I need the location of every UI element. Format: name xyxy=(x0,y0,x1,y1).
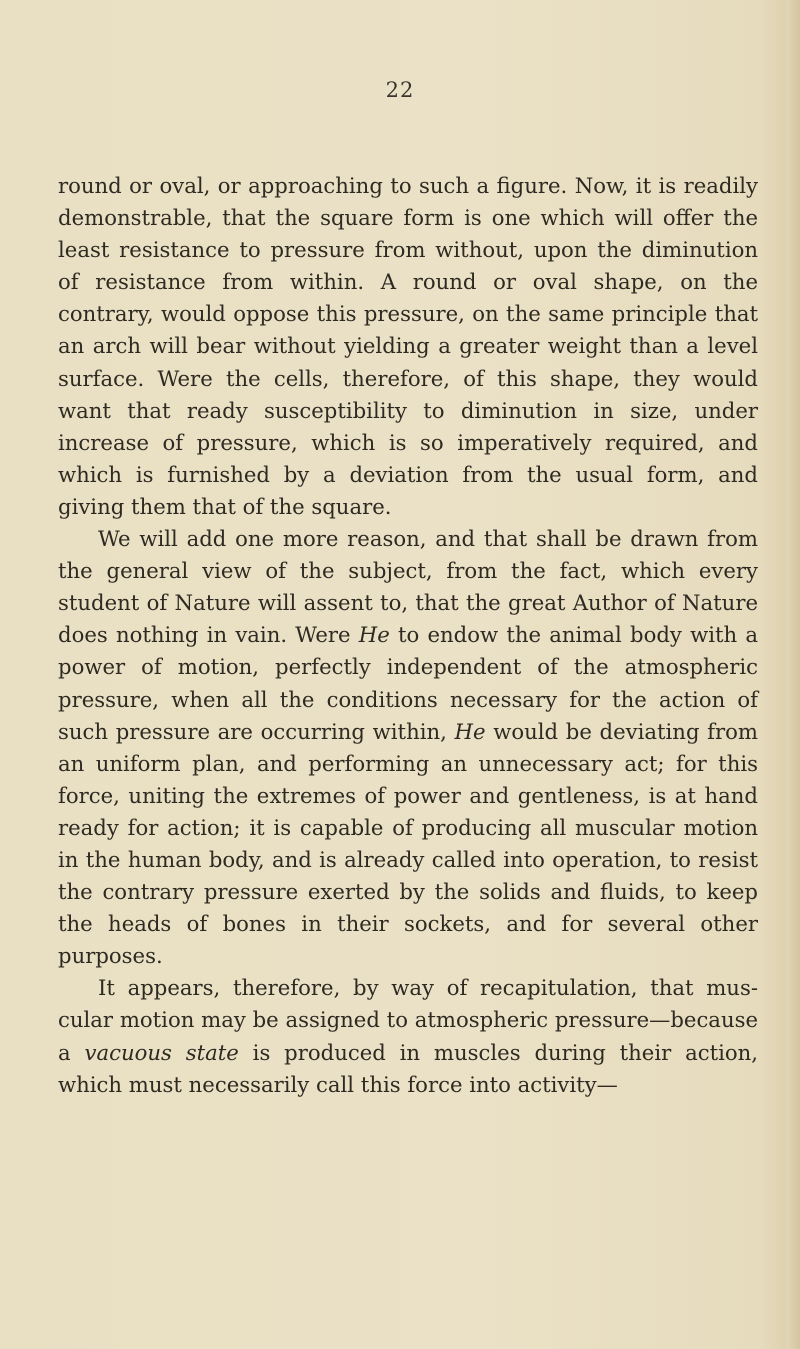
italic-vacuous-state: vacuous state xyxy=(84,1039,239,1065)
paragraph-text: round or oval, or approaching to such a figure. Now, it is readily demonstrable, that the square form is one which will offer the least resistance to pressure from without, upon the diminution of resistance from within. A round or oval shape, on the contrary, would oppose this pressure, on the same principle that an arch will bear without yielding a greater weight than a level surface. Were the cells, therefore, of this shape, they would want that ready susceptibility to diminution in size, under increase of pressure, which is so imperatively required, and which is furnished by a deviation from the usual form, and giving them that of the square. xyxy=(58,173,758,519)
paragraph-text: is produced in muscles during their action, which must necessarily call this force into activity— xyxy=(58,1039,759,1097)
paragraph-text: We will add one more reason, and that shall be drawn from the general view of the subject, from the fact, which every student of Nature will assent to, that the great Author of Nature does nothing in vain. Were xyxy=(58,526,758,648)
italic-he: He xyxy=(454,718,486,744)
paragraph-text: It appears, therefore, by way of recapitulation, that muscular motion may be assigned to atmospheric pressure—because a xyxy=(58,975,758,1065)
paragraph-text: to endow the animal body with a power of motion, perfectly independent of the atmospheric pressure, when all the conditions necessary for the action of such pressure are occurring within, xyxy=(58,622,758,744)
page-number: 22 xyxy=(385,78,415,102)
page-edge-shadow xyxy=(786,0,800,1349)
body-text xyxy=(58,170,758,1101)
paragraph-text: would be deviating from an uniform plan, and performing an unnecessary act; for this force, uniting the extremes of power and gentleness, is at hand ready for action; it is capable of producing all muscular motion in the human body, and is already called into operation, to resist the contrary pressure exerted by the solids and fluids, to keep the heads of bones in their sockets, and for several other purposes. xyxy=(58,718,758,969)
paragraph-recapitulation xyxy=(58,972,758,1100)
italic-he: He xyxy=(358,622,390,648)
paragraph-continuation xyxy=(58,170,758,523)
paragraph-author-of-nature xyxy=(58,523,758,972)
